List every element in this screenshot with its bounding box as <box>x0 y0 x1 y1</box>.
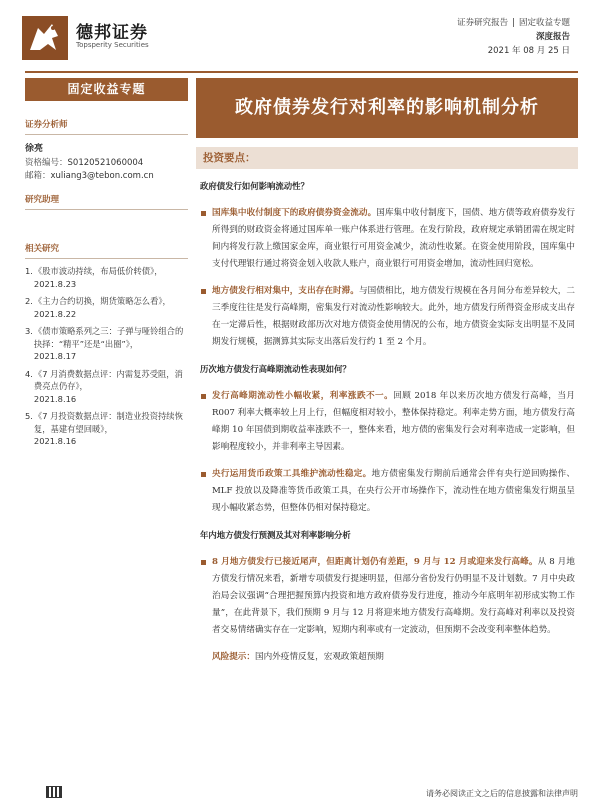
related-item[interactable]: 5. 《7 月投资数据点评：制造业投资持续恢复，基建有望回暖》， 2021.8.16 <box>25 410 188 448</box>
key-point-highlight: 央行运用货币政策工具维护流动性稳定。 <box>212 469 372 479</box>
key-point <box>200 205 575 273</box>
key-point-highlight: 地方债发行相对集中，支出存在时滞。 <box>212 286 359 296</box>
related-title: 《主力合约切换，期货策略怎么看》， <box>33 296 171 306</box>
report-date: 2021 年 08 月 25 日 <box>487 46 570 56</box>
key-point <box>200 388 575 456</box>
key-point-text: 地方债密集发行期前后通常会伴有央行逆回购操作、MLF 投放以及降准等货币政策工具，在央行公开市场操作下，流动性在地方债密集发行期虽呈现小幅收紧态势，但整体仍相对保持稳定。 <box>212 469 575 513</box>
related-item[interactable]: 3. 《债市策略系列之三：子弹与哑铃组合的抉择：“精平”还是“出圈”》， 2021.8.17 <box>25 325 188 363</box>
report-subtype: 深度报告 <box>535 32 570 42</box>
sidebar <box>25 118 188 453</box>
section-question: 政府债发行如何影响流动性？ <box>200 181 309 191</box>
related-heading: 相关研究 <box>25 242 188 259</box>
section-question: 年内地方债发行预测及其对利率影响分析 <box>200 530 351 540</box>
tebon-logo-icon <box>22 16 68 60</box>
key-point-text: 回顾 2018 年以来历次地方债发行高峰，当月 R007 利率大概率较上月上行，但幅度相对较小，整体保持稳定。利率走势方面，地方债发行高峰期 10 年国债到期收益率涨跌不一，整体来看，地方债的密集发行会对利率造成一定影响，但影响程度较小，并非利率主导因素。 <box>212 391 575 452</box>
risk-text: 国内外疫情反复，宏观政策超预期 <box>254 652 384 662</box>
section-question: 历次地方债发行高峰期流动性表现如何？ <box>200 364 351 374</box>
doc-type: 证券研究报告 <box>457 18 509 28</box>
summary-label: 投资要点： <box>203 152 256 164</box>
header-rule <box>25 71 578 73</box>
related-title: 《债市策略系列之三：子弹与哑铃组合的抉择：“精平”还是“出圈”》， <box>33 326 184 349</box>
report-meta: 证券研究报告 | 固定收益专题 深度报告 2021 年 08 月 25 日 <box>457 18 570 56</box>
risk-note <box>200 649 575 666</box>
key-point-highlight: 发行高峰期流动性小幅收紧，利率涨跌不一。 <box>212 391 394 401</box>
license-value: S0120521060004 <box>67 158 144 168</box>
related-title: 《股市波动持续，布局低价转债》， <box>33 266 163 276</box>
related-date: 2021.8.23 <box>33 278 77 289</box>
analyst-heading: 证券分析师 <box>25 118 188 135</box>
email-label: 邮箱： <box>25 171 51 181</box>
related-date: 2021.8.22 <box>33 308 77 319</box>
related-item[interactable]: 4. 《7 月消费数据点评：内需复苏受阻，消费亮点仍存》， 2021.8.16 <box>25 368 188 406</box>
email-value[interactable]: xuliang3@tebon.com.cn <box>50 171 154 181</box>
main-content <box>200 178 575 666</box>
page-title: 政府债券发行对利率的影响机制分析 <box>196 78 578 138</box>
key-point <box>200 283 575 351</box>
key-point-text: 从 8 月地方债发行情况来看，新增专项债发行提速明显，但部分省份发行仍明显不及计划数。7 月中央政治局会议强调“合理把握预算内投资和地方政府债券发行进度，推动今年底明年初形成实物工作量”，在此背景下，我们预期 9 月与 12 月将迎来地方债发行高峰期。发行高峰对利率以及投资者交易情绪确实存在一定影响，短期内利率或有一定波动，但预期不会改变利率整体趋势。 <box>212 557 576 635</box>
brand-name-en: Topsperity Securities <box>76 41 149 49</box>
risk-label: 风险提示： <box>212 652 255 662</box>
related-date: 2021.8.17 <box>33 351 77 361</box>
key-point-highlight: 国库集中收付制度下的政府债券资金流动。 <box>212 208 377 218</box>
key-point-text: 国库集中收付制度下，国债、地方债等政府债券发行所得到的财政资金将通过国库单一账户体系进行管理。在发行阶段，政府规定承销团需在规定时间内将发行款上缴国家金库，商业银行可用资金减少，流动性收紧。在资金使用阶段，国库集中支付代理银行通过将资金划入收款人账户，商业银行可用资金增加，流动性回归宽松。 <box>212 208 575 269</box>
related-item[interactable]: 2. 《主力合约切换，期货策略怎么看》， 2021.8.22 <box>25 296 171 319</box>
related-title: 《7 月消费数据点评：内需复苏受阻，消费亮点仍存》， <box>33 368 183 391</box>
report-column: 固定收益专题 <box>518 18 570 28</box>
related-date: 2021.8.16 <box>33 393 77 404</box>
related-date: 2021.8.16 <box>33 436 77 446</box>
analyst-email <box>25 170 188 183</box>
assistant-heading: 研究助理 <box>25 193 188 210</box>
column-band: 固定收益专题 <box>25 78 188 101</box>
key-point <box>200 554 575 639</box>
key-point <box>200 466 575 517</box>
related-item[interactable]: 1. 《股市波动持续，布局低价转债》， 2021.8.23 <box>25 266 163 289</box>
license-label: 资格编号： <box>25 158 68 168</box>
brand-name: 德邦证券 <box>76 23 148 43</box>
key-point-highlight: 8 月地方债发行已接近尾声，但距离计划仍有差距，9 月与 12 月或迎来发行高峰。 <box>212 557 538 567</box>
key-point-text: 与国债相比，地方债发行规模在各月间分布差异较大，二三季度往往是发行高峰期，密集发行对流动性影响较大。此外，地方债发行所得资金形成支出存在一定滞后性，根据财政部历次对地方债资金使用情况的公布，地方债资金实际支出明显不及同期发行规模，据测算其实际支出落后发行约 1 至 2 个月。 <box>212 286 575 347</box>
related-title: 《7 月投资数据点评：制造业投资持续恢复，基建有望回暖》， <box>33 411 183 434</box>
analyst-license <box>25 157 188 170</box>
footer-disclaimer: 请务必阅读正文之后的信息披露和法律声明 <box>426 789 578 798</box>
analyst-name: 徐亮 <box>25 144 44 154</box>
qr-code-icon <box>46 786 62 798</box>
